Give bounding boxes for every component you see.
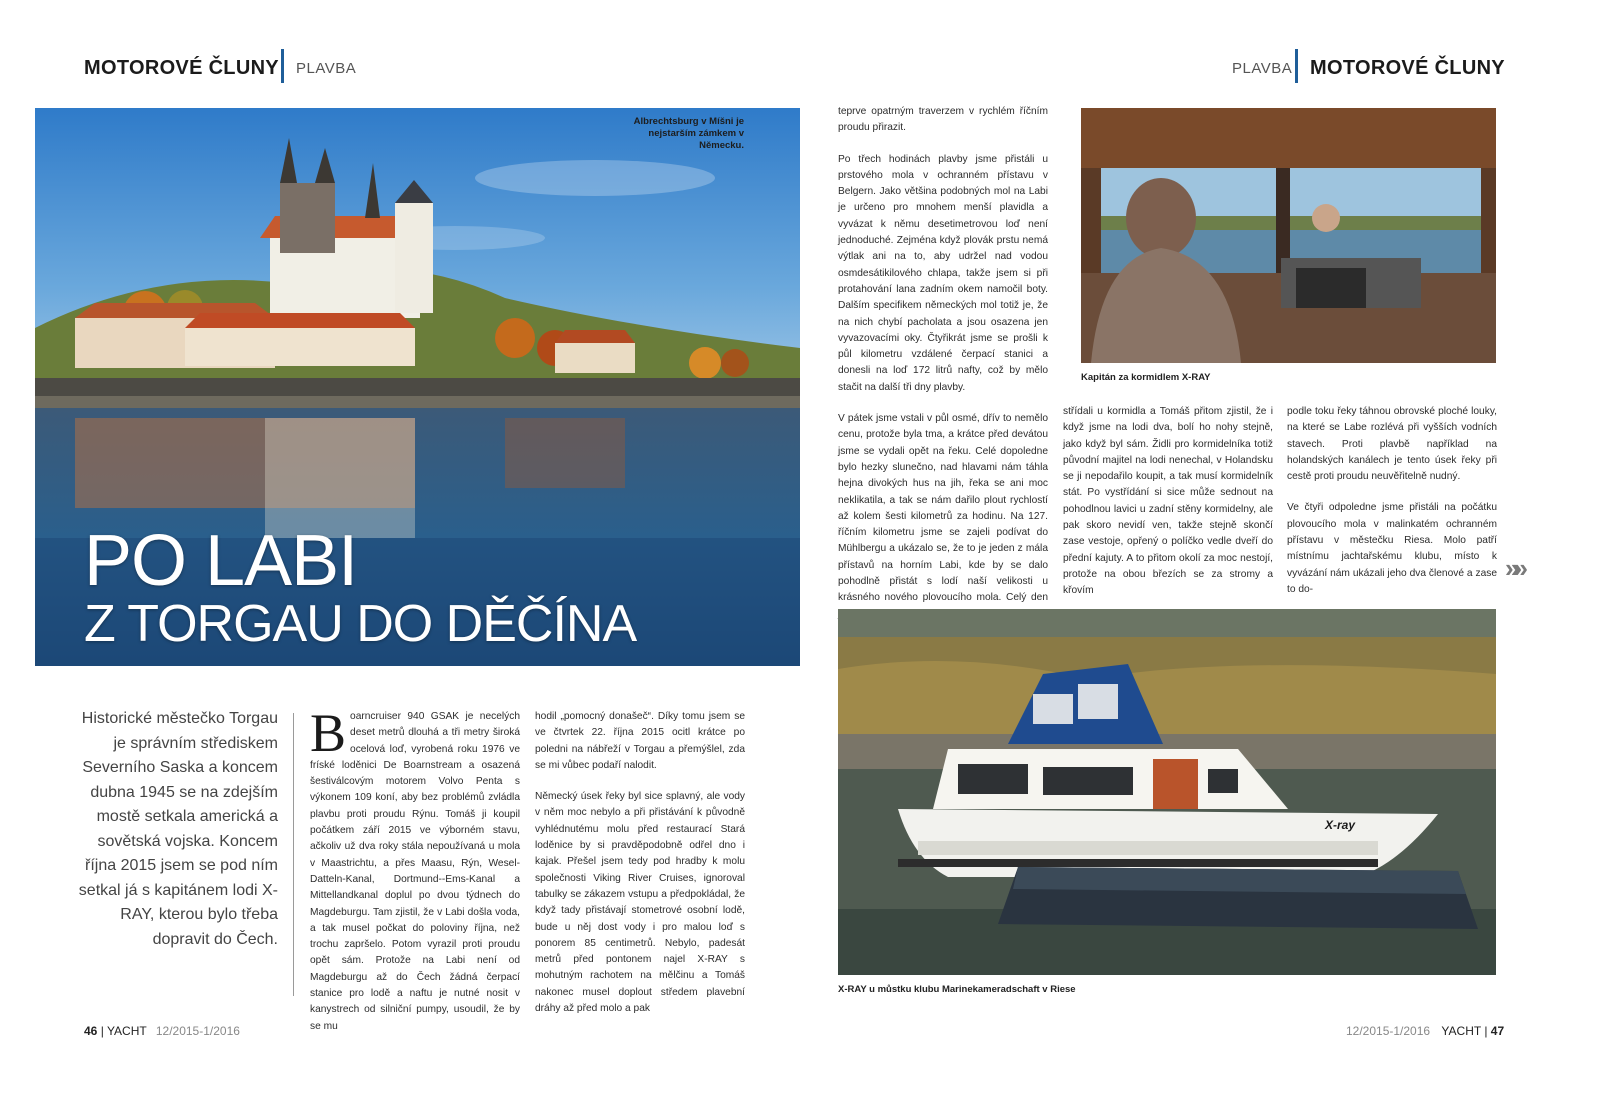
footer-magazine-right: YACHT bbox=[1441, 1024, 1481, 1038]
footer-magazine-left: | YACHT bbox=[97, 1024, 147, 1038]
right-section-title: MOTOROVÉ ČLUNY bbox=[1310, 57, 1505, 79]
article-paragraph: Ve čtyři odpoledne jsme přistáli na počátku plovoucího mola v malinkatém ochranném přístavu v městečku Riesa. Molo patří místnímu jachtařskému klubu, místo k vyvázání nám ukázali jeho dva členové a zase to do- bbox=[1287, 502, 1497, 595]
article-paragraph: podle toku řeky táhnou obrovské ploché louky, na které se Labe rozlévá při vyšších vodních stavech. Proti plavbě například na holandských kanálech je tento úsek řeky při cestě proti proudu neuvěřitelně nudný. bbox=[1287, 406, 1497, 483]
footer-issue-left: 12/2015-1/2016 bbox=[155, 1024, 240, 1038]
right-subsection-title: PLAVBA bbox=[1232, 60, 1293, 77]
footer-left bbox=[84, 1024, 240, 1038]
boat-hull-name: X-ray bbox=[1325, 818, 1356, 832]
hero-photo-caption: Albrechtsburg v Míšni je nejstarším zámkem v Německu. bbox=[633, 116, 744, 151]
left-header-divider bbox=[281, 49, 284, 83]
page-number-right: 47 bbox=[1490, 1024, 1505, 1038]
article-title-line1: PO LABI bbox=[84, 521, 358, 601]
article-title-line2: Z TORGAU DO DĚČÍNA bbox=[84, 595, 637, 653]
footer-issue-right: 12/2015-1/2016 bbox=[1346, 1024, 1431, 1038]
page-number-left: 46 bbox=[84, 1024, 98, 1038]
left-section-title: MOTOROVÉ ČLUNY bbox=[84, 57, 279, 79]
photo-captain-at-helm bbox=[1081, 108, 1496, 363]
article-paragraph: střídali u kormidla a Tomáš přitom zjistil, že i když jsme na lodi dva, bolí ho nohy stejně, jako když byl sám. Židli pro kormidelníka totiž původní majitel na lodi nenechal, v Holandsku se ji nepodařilo koupit, a tak musí kormidelník stát. Po vystřídání si sice může sednout na pohodlnou lavici u zadní stěny kormidelny, ale pak skoro nevidí ven, takže stejně skončí zase vestoje, opřený o políčko vedle dveří do přední kajuty. A to přitom okolí za moc nestojí, protože na obou březích se za stromy a křovím bbox=[1063, 406, 1273, 597]
article-column-4 bbox=[1063, 404, 1273, 615]
article-paragraph: teprve opatrným traverzem v rychlém říčním proudu přirazit. bbox=[838, 106, 1048, 134]
photo-boat-caption: X-RAY u můstku klubu Marinekameradschaft v Riese bbox=[838, 984, 1076, 995]
footer-right: 12/2015-1/2016 YACHT | 47 bbox=[1346, 1024, 1505, 1038]
article-paragraph: V pátek jsme vstali v půl osmé, dřív to nemělo cenu, protože byla tma, a krátce před devátou jsme se vydali opět na řeku. Celé dopoledne bylo hezky slunečno, nad hlavami nám táhla hejna divokých hus na jih, řeka se ani moc neklikatila, a tak se nám dařilo plout rychlostí až kolem šesti kilometrů za hodinu. Na 127. říčním kilometru jsme se zajeli podívat do Mühlbergu a ukázalo se, že to je jeden z mála přístavů na horním Labi, kde by se dalo pohodlně přistát s lodí naší velikosti u krásného nového plovoucího mola. Celý den bbox=[838, 413, 1048, 604]
photo-boat-x-ray bbox=[838, 609, 1496, 975]
article-column-5 bbox=[1287, 404, 1497, 613]
article-paragraph: hodil „pomocný donašeč“. Díky tomu jsem se ve čtvrtek 22. října 2015 ocitl krátce po poledni na nábřeží v Torgau a přemýšlel, zda se mi vůbec podaří nalodit. bbox=[535, 711, 745, 771]
left-subsection-title: PLAVBA bbox=[296, 60, 357, 77]
article-dropcap: B bbox=[310, 703, 347, 763]
photo-captain-caption: Kapitán za kormidlem X-RAY bbox=[1081, 372, 1211, 383]
article-column-1 bbox=[310, 703, 520, 1035]
article-lead: Historické městečko Torgau je správním střediskem Severního Saska a koncem dubna 1945 se na zdejším mostě setkala americká a sovětská vojska. Koncem října 2015 jsem se pod ním setkal já s kapitánem lodi X-RAY, kterou bylo třeba dopravit do Čech. bbox=[78, 710, 278, 948]
continue-arrows-icon: »» bbox=[1505, 553, 1522, 583]
article-paragraph: Německý úsek řeky byl sice splavný, ale vody v něm moc nebylo a při přistávání k původně vyhlédnutému molu před restaurací Stará loděnice by si pravděpodobně odřel dno i kajak. Přešel jsem tedy pod hradby k molu společnosti Viking River Cruises, ignoroval tabulky se zákazem vstupu a předpokládal, že když tady přistávají stometrové osobní lodě, bude u něj dost vody i pro malou loď s ponorem 85 centimetrů. Nebylo, padesát metrů před pontonem najel X-RAY s mohutným rachotem na mělčinu a Tomáš nakonec musel doplout středem plavební dráhy až před molo a pak bbox=[535, 791, 745, 1015]
lead-divider bbox=[293, 713, 294, 996]
article-column-2 bbox=[535, 709, 745, 1032]
right-header-divider bbox=[1295, 49, 1298, 83]
article-paragraph: Po třech hodinách plavby jsme přistáli u prstového mola v ochranném přístavu v Belgern. Jako většina podobných mol na Labi je určeno pro mnohem menší plavidla a vyvázat k němu desetimetrovou loď není jednoduché. Zejména když plovák prstu nemá výtlak ani na to, aby udržel nad vodou osmdesátikilového chlapa, takže jsem si při protahování lana zadním okem namočil boty. Dalším specifikem německých mol totiž je, že na nich chybí pacholata a jsou osazena jen vyvazovacími oky. Čtyřikrát jsme se prošli k půl kilometru vzdálené čerpací stanici a donesli na loď 172 litrů nafty, což by mělo stačit na další tři dny plavby. bbox=[838, 153, 1048, 393]
article-paragraph: oarncruiser 940 GSAK je necelých deset metrů dlouhá a tři metry široká ocelová loď, vyrobená roku 1976 ve fríské loděnici De Boarnstream a osazená šestiválcovým motorem Volvo Penta s výkonem 109 koní, aby bez problémů zvládla plavbu proti proudu Rýnu. Tomáš ji koupil počátkem září 2015 ve výborném stavu, ačkoliv už dva roky stála nepoužívaná u mola v Maastrichtu, a přes Maasu, Rýn, Wesel-Datteln-Kanal, Dortmund--Ems-Kanal a Mittellandkanal doplul po dvou týdnech do Magdeburgu. Tam zjistil, že v Labi došla voda, a tak musel počkat do poloviny října, než trochu zapršelo. Potom vyrazil proti proudu opět sám. Protože na Labi není od Magdeburgu až do Čech žádná čerpací stanice pro lodě a naftu je nutné nosit v kanystrech od silniční pumpy, usoudil, že by se mu bbox=[310, 711, 520, 1032]
article-column-3 bbox=[838, 104, 1048, 638]
